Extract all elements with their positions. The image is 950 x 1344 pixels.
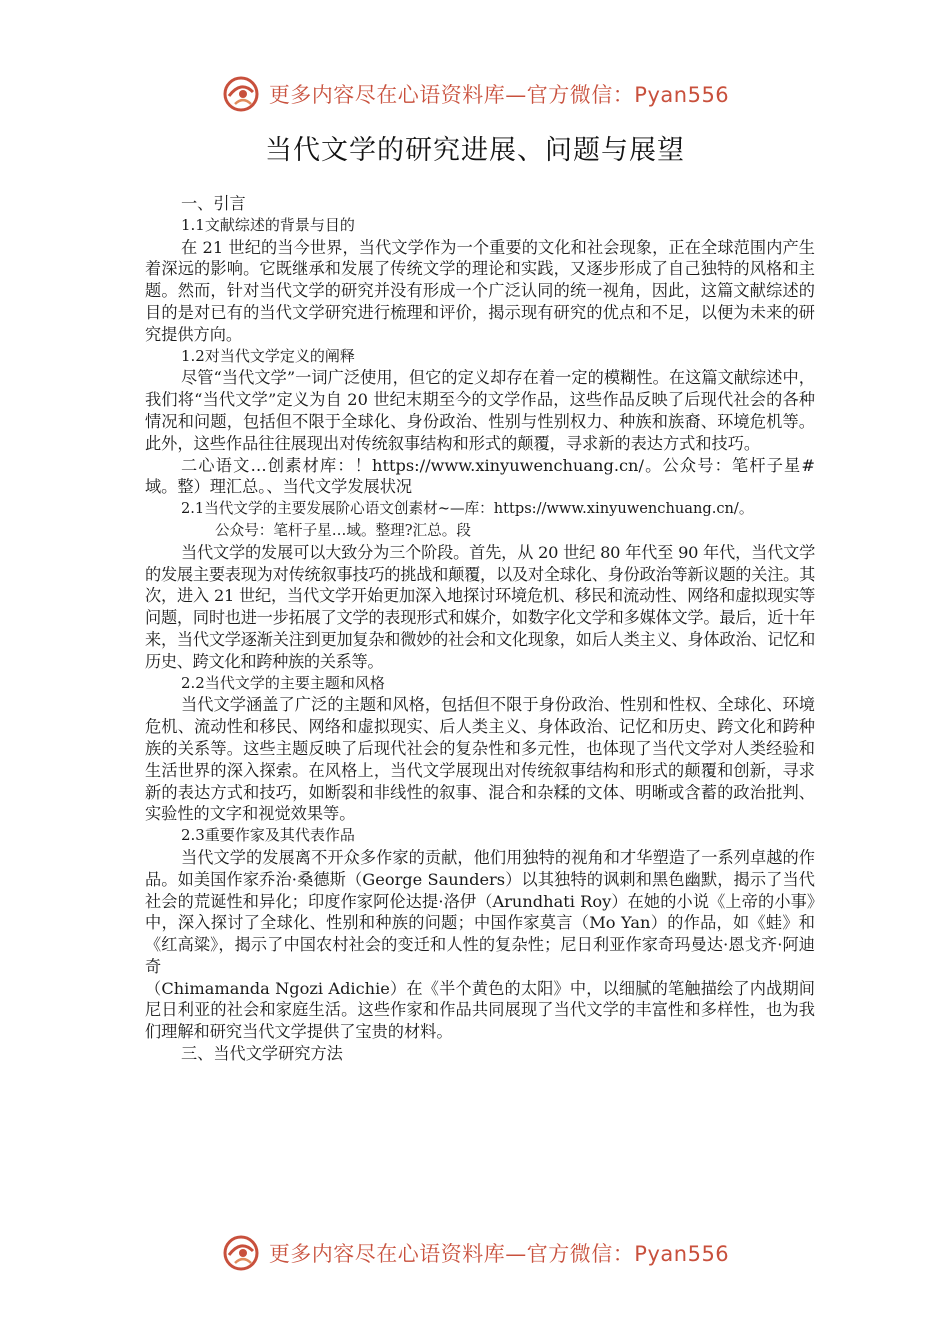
document-title: 当代文学的研究进展、问题与展望	[265, 135, 685, 166]
paragraph-1-2: 尽管“当代文学”一词广泛使用，但它的定义却存在着一定的模糊性。在这篇文献综述中，我们将“当代文学”定义为自 20 世纪末期至今的文学作品，这些作品反映了后现代社会的各种情况和问题，包括但不限于全球化、身份政治、性别与性别权力、种族和族裔、环境危机等。此外，这些作品往往展现出对传统叙事结构和形式的颠覆，寻求新的表达方式和技巧。	[145, 368, 815, 453]
section-heading-intro: 一、引言	[181, 194, 246, 213]
footer-watermark-banner	[0, 1231, 950, 1275]
paragraph-2-3-b: （Chimamanda Ngozi Adichie）在《半个黄色的太阳》中，以细腻的笔触描绘了内战期间尼日利亚的社会和家庭生活。这些作家和作品共同展现了当代文学的丰富性和多样性，也为我们理解和研究当代文学提供了宝贵的材料。	[145, 978, 815, 1042]
paragraph-1-1: 在 21 世纪的当今世界，当代文学作为一个重要的文化和社会现象，正在全球范围内产生着深远的影响。它既继承和发展了传统文学的理论和实践，又逐步形成了自己独特的风格和主题。然而，针对当代文学的研究并没有形成一个广泛认同的统一视角，因此，这篇文献综述的目的是对已有的当代文学研究进行梳理和评价，揭示现有研究的优点和不足，以便为未来的研究提供方向。	[145, 237, 815, 344]
brand-logo-icon	[221, 74, 261, 114]
section-heading-1-1: 1.1文献综述的背景与目的	[181, 215, 355, 234]
paragraph-2-1: 当代文学的发展可以大致分为三个阶段。首先，从 20 世纪 80 年代至 90 年代，当代文学的发展主要表现为对传统叙事技巧的挑战和颠覆，以及对全球化、身份政治等新议题的关注。其次，进入 21 世纪，当代文学开始更加深入地探讨环境危机、移民和流动性、网络和虚拟现实等问题，同时也进一步拓展了文学的表现形式和媒介，如数字化文学和多媒体文学。最后，近十年来，当代文学逐渐关注到更加复杂和微妙的社会和文化现象，如后人类主义、身体政治、记忆和历史、跨文化和跨种族的关系等。	[145, 542, 815, 671]
source-note-1: 二心语文…创素材库：！https://www.xinyuwenchuang.cn/。公众号：笔杆子星#域。整）理汇总。、当代文学发展状况	[145, 455, 815, 497]
section-heading-3: 三、当代文学研究方法	[181, 1044, 343, 1064]
paragraph-2-2: 当代文学涵盖了广泛的主题和风格，包括但不限于身份政治、性别和性权、全球化、环境危机、流动性和移民、网络和虚拟现实、后人类主义、身体政治、记忆和历史、跨文化和跨种族的关系等。这些主题反映了后现代社会的复杂性和多元性，也体现了当代文学对人类经验和生活世界的深入探索。在风格上，当代文学展现出对传统叙事结构和形式的颠覆和创新，寻求新的表达方式和技巧，如断裂和非线性的叙事、混合和杂糅的文体、明晰或含蓄的政治批判、实验性的文字和视觉效果等。	[145, 695, 815, 824]
banner-text: 更多内容尽在心语资料库—官方微信：Pyan556	[268, 1242, 730, 1266]
brand-logo-icon	[221, 1233, 261, 1273]
section-heading-2-2: 2.2当代文学的主要主题和风格	[181, 673, 385, 692]
section-heading-1-2: 1.2对当代文学定义的阐释	[181, 346, 355, 365]
source-note-2a: 2.1当代文学的主要发展阶心语文创素材~—库：https://www.xinyuwenchuang.cn/。	[181, 500, 754, 518]
section-heading-2-3: 2.3重要作家及其代表作品	[181, 826, 355, 845]
banner-text: 更多内容尽在心语资料库—官方微信：Pyan556	[268, 83, 730, 107]
document-body	[145, 193, 815, 1065]
source-note-2b: 公众号：笔杆子星…域。整理?汇总。段	[215, 521, 471, 539]
header-watermark-banner	[0, 72, 950, 116]
paragraph-2-3-a: 当代文学的发展离不开众多作家的贡献，他们用独特的视角和才华塑造了一系列卓越的作品。如美国作家乔治·桑德斯（George Saunders）以其独特的讽刺和黑色幽默，揭示了当代社会的荒诞性和异化；印度作家阿伦达提·洛伊（Arundhati Roy）在她的小说《上帝的小事》中，深入探讨了全球化、性别和种族的问题；中国作家莫言（Mo Yan）的作品，如《蛙》和《红高粱》，揭示了中国农村社会的变迁和人性的复杂性；尼日利亚作家奇玛曼达·恩戈齐·阿迪奇	[145, 847, 815, 976]
